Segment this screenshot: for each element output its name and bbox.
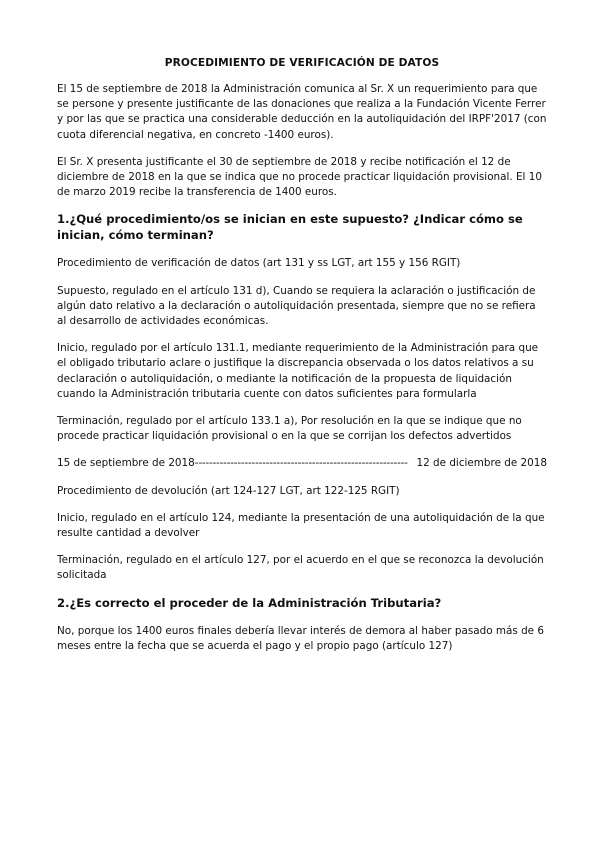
question-2-answer: No, porque los 1400 euros finales debería llevar interés de demora al haber pasado más de 6 meses entre la fecha que se acuerda el pago y el propio pago (artículo 127): [57, 625, 544, 653]
refund-inicio-paragraph: Inicio, regulado en el artículo 124, mediante la presentación de una autoliquidación de la que resulte cantidad a devolver: [57, 511, 545, 540]
procedure-verification-line: Procedimiento de verificación de datos (art 131 y ss LGT, art 155 y 156 RGIT): [57, 257, 461, 270]
timeline-line: [57, 456, 547, 471]
inicio-paragraph: Inicio, regulado por el artículo 131.1, mediante requerimiento de la Administración para que el obligado tributario aclare o justifique la discrepancia observada o los datos relativos a su declaración o autoliquidación, o mediante la notificación de la propuesta de liquidación cuando la Administración tributaria cuente con datos suficientes para formularla: [57, 342, 539, 400]
timeline-dashes: ------------------------------------------------------------: [194, 457, 408, 470]
supuesto-paragraph: Supuesto, regulado en el artículo 131 d), Cuando se requiera la aclaración o justificación de algún dato relativo a la declaración o autoliquidación presentada, siempre que no se refiera al desarrollo de actividades económicas.: [57, 284, 536, 328]
timeline-start-date: 15 de septiembre de 2018: [57, 457, 195, 470]
document-title: PROCEDIMIENTO DE VERIFICACIÓN DE DATOS: [164, 57, 440, 69]
refund-terminacion-paragraph: Terminación, regulado en el artículo 127, por el acuerdo en el que se reconozca la devolución solicitada: [57, 554, 544, 582]
question-2-heading: 2.¿Es correcto el proceder de la Administración Tributaria?: [57, 595, 442, 610]
procedure-refund-line: Procedimiento de devolución (art 124-127 LGT, art 122-125 RGIT): [57, 484, 400, 497]
question-1-heading: 1.¿Qué procedimiento/os se inician en este supuesto? ¿Indicar cómo se inician, cómo terminan?: [57, 212, 523, 242]
terminacion-paragraph: Terminación, regulado por el artículo 133.1 a), Por resolución en la que se indique que no procede practicar liquidación provisional o en la que se corrijan los defectos advertidos: [57, 415, 522, 443]
intro-paragraph-1: El 15 de septiembre de 2018 la Administración comunica al Sr. X un requerimiento para que se persone y presente justificante de las donaciones que realiza a la Fundación Vicente Ferrer y por las que se practica una considerable deducción en la autoliquidación del IRPF'2017 (con cuota diferencial negativa, en concreto -1400 euros).: [57, 83, 547, 141]
document-page: [57, 56, 547, 667]
timeline-end-date: 12 de diciembre de 2018: [416, 457, 547, 470]
intro-paragraph-2: El Sr. X presenta justificante el 30 de septiembre de 2018 y recibe notificación el 12 de diciembre de 2018 en la que se indica que no procede practicar liquidación provisional. El 10 de marzo 2019 recibe la transferencia de 1400 euros.: [57, 155, 542, 199]
